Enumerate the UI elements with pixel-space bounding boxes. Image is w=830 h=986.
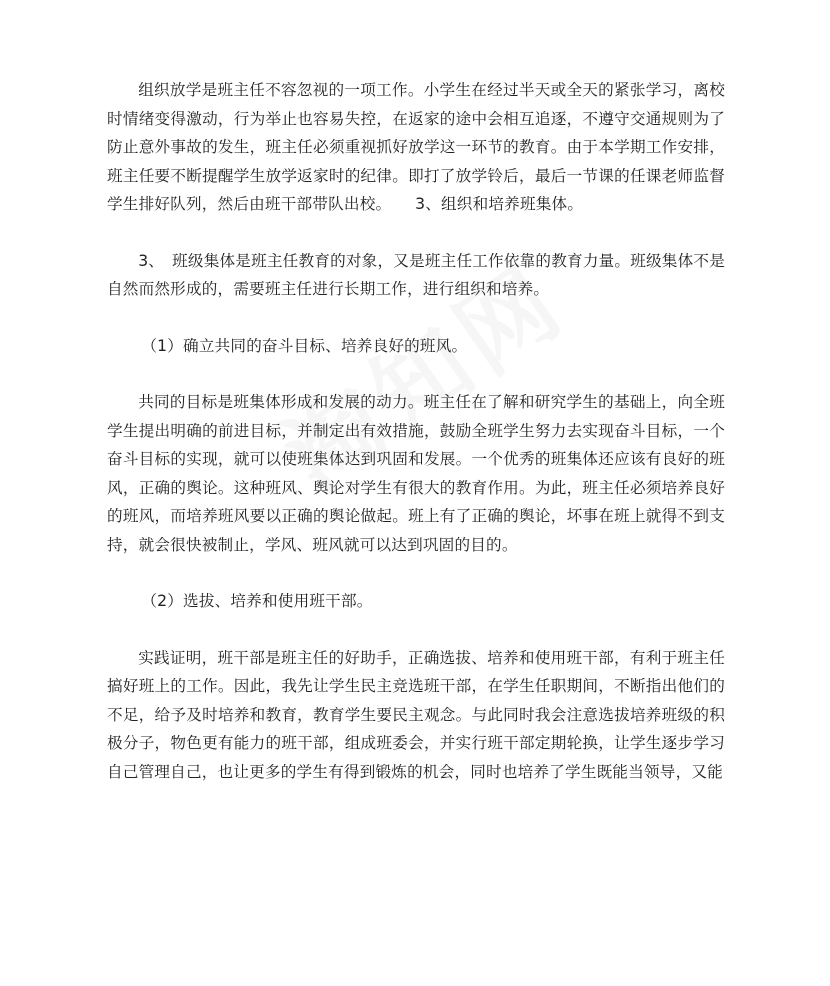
heading-common-goal: （1）确立共同的奋斗目标、培养良好的班风。 [141,336,468,355]
paragraph-class-collective: 3、 班级集体是班主任教育的对象，又是班主任工作依靠的教育力量。班级集体不是自然而然形成的，需要班主任进行长期工作，进行组织和培养。 [107,251,725,298]
paragraph-common-goal: 共同的目标是班集体形成和发展的动力。班主任在了解和研究学生的基础上，向全班学生提出明确的前进目标，并制定出有效措施，鼓励全班学生努力去实现奋斗目标，一个奋斗目标的实现，就可以使班集体达到巩固和发展。一个优秀的班集体还应该有良好的班风，正确的舆论。这种班风、舆论对学生有很大的教育作用。为此，班主任必须培养良好的班风，而培养班风要以正确的舆论做起。班上有了正确的舆论，坏事在班上就得不到支持，就会很快被制止，学风、班风就可以达到巩固的目的。 [107,393,725,554]
document-body [107,76,725,814]
paragraph-dismissal: 组织放学是班主任不容忽视的一项工作。小学生在经过半天或全天的紧张学习，离校时情绪变得激动，行为举止也容易失控，在返家的途中会相互追逐，不遵守交通规则为了防止意外事故的发生，班主任必须重视抓好放学这一环节的教育。由于本学期工作安排，班主任要不断提醒学生放学返家时的纪律。即打了放学铃后，最后一节课的任课老师监督学生排好队列，然后由班干部带队出校。 3、组织和培养班集体。 [107,81,725,213]
heading-class-cadres: （2）选拔、培养和使用班干部。 [141,592,373,610]
paragraph-class-cadres: 实践证明，班干部是班主任的好助手，正确选拔、培养和使用班干部，有利于班主任搞好班上的工作。因此，我先让学生民主竞选班干部，在学生任职期间，不断指出他们的不足，给予及时培养和教育，教育学生要民主观念。与此同时我会注意选拔培养班级的积极分子，物色更有能力的班干部，组成班委会，并实行班干部定期轮换，让学生逐步学习自己管理自己，也让更多的学生有得到锻炼的机会，同时也培养了学生既能当领导，又能 [107,648,725,781]
